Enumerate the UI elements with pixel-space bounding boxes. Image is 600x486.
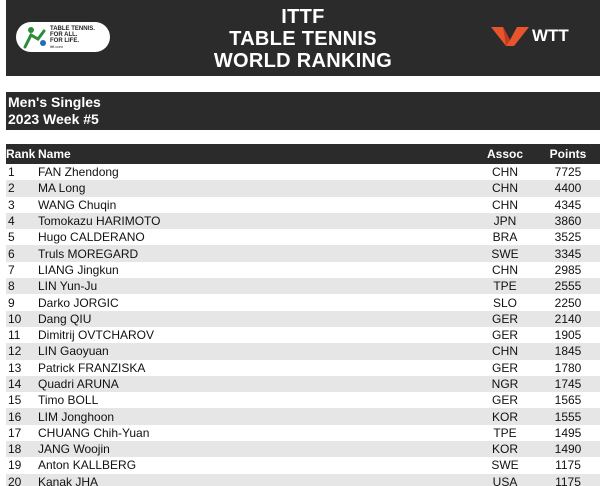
- logo-line-1: TABLE TENNIS.: [50, 26, 95, 32]
- rank-cell: 17: [8, 425, 22, 440]
- rank-cell: 12: [8, 344, 22, 359]
- column-header-assoc: Assoc: [486, 147, 524, 161]
- rank-cell: 8: [8, 279, 15, 294]
- table-row: [6, 474, 600, 486]
- points-cell: 1555: [554, 409, 582, 424]
- table-row: [6, 213, 600, 229]
- assoc-cell: KOR: [491, 409, 518, 424]
- points-cell: 2140: [554, 311, 582, 326]
- table-row: [6, 197, 600, 213]
- points-cell: 1905: [554, 328, 582, 343]
- wtt-logo-icon: [490, 24, 530, 48]
- points-cell: 1175: [555, 474, 581, 486]
- assoc-cell: GER: [491, 328, 518, 343]
- rank-cell: 2: [8, 181, 15, 196]
- rank-cell: 5: [8, 230, 15, 245]
- assoc-cell: CHN: [492, 344, 518, 359]
- rank-cell: 18: [8, 442, 22, 457]
- assoc-cell: USA: [492, 474, 518, 486]
- name-cell: LIANG Jingkun: [38, 262, 119, 277]
- rank-cell: 13: [8, 360, 22, 375]
- table-row: [6, 343, 600, 359]
- rank-cell: 14: [8, 377, 22, 391]
- points-cell: 1495: [554, 425, 582, 440]
- points-cell: 1845: [554, 344, 582, 359]
- assoc-cell: TPE: [493, 425, 517, 440]
- points-cell: 7725: [554, 165, 582, 180]
- table-row: [6, 392, 600, 408]
- table-row: [6, 294, 600, 310]
- logo-line-4: ittf.com: [50, 44, 63, 49]
- table-row: [6, 425, 600, 441]
- rank-cell: 1: [8, 165, 15, 180]
- name-cell: Quadri ARUNA: [38, 377, 119, 391]
- rank-cell: 4: [8, 214, 15, 229]
- title-line-3: WORLD RANKING: [213, 50, 393, 72]
- table-row: [6, 457, 600, 473]
- points-cell: 1490: [554, 442, 582, 457]
- name-cell: Anton KALLBERG: [38, 458, 137, 473]
- table-row: [6, 360, 600, 376]
- points-cell: 1175: [555, 458, 581, 473]
- name-cell: Dang QIU: [38, 311, 92, 326]
- column-header-points: Points: [549, 147, 587, 161]
- name-cell: JANG Woojin: [38, 442, 110, 457]
- assoc-cell: JPN: [493, 214, 517, 229]
- points-cell: 2985: [554, 262, 582, 277]
- table-row: [6, 229, 600, 245]
- title-line-1: ITTF: [281, 6, 325, 28]
- table-row: [6, 327, 600, 343]
- assoc-cell: SLO: [492, 295, 517, 310]
- week-label: 2023 Week #5: [8, 111, 99, 127]
- logo-line-2: FOR ALL.: [50, 32, 78, 38]
- points-cell: 3525: [554, 230, 582, 245]
- rank-cell: 3: [8, 197, 15, 212]
- table-row: [6, 245, 600, 261]
- name-cell: Patrick FRANZISKA: [38, 360, 146, 375]
- name-cell: LIN Yun-Ju: [38, 279, 98, 294]
- table-row: [6, 164, 600, 180]
- name-cell: Darko JORGIC: [38, 295, 119, 310]
- logo-line-3: FOR LIFE.: [50, 38, 79, 44]
- rank-cell: 11: [8, 328, 21, 343]
- ranking-header: [6, 0, 600, 76]
- name-cell: Kanak JHA: [38, 474, 99, 486]
- assoc-cell: NGR: [491, 377, 519, 391]
- wtt-logo: [490, 24, 590, 48]
- points-cell: 1780: [554, 360, 582, 375]
- assoc-cell: CHN: [492, 262, 518, 277]
- assoc-cell: KOR: [491, 442, 518, 457]
- assoc-cell: CHN: [492, 165, 518, 180]
- rank-cell: 10: [8, 311, 22, 326]
- column-header-name: Name: [38, 147, 71, 161]
- rank-cell: 9: [8, 295, 15, 310]
- name-cell: Hugo CALDERANO: [38, 230, 145, 245]
- ranking-subheader: [6, 92, 600, 130]
- points-cell: 2250: [554, 295, 582, 310]
- rank-cell: 16: [8, 409, 22, 424]
- points-cell: 3345: [554, 246, 582, 261]
- name-cell: Truls MOREGARD: [38, 246, 139, 261]
- rank-cell: 19: [8, 458, 22, 473]
- name-cell: FAN Zhendong: [38, 165, 119, 180]
- table-row: [6, 376, 600, 392]
- name-cell: LIN Gaoyuan: [38, 344, 109, 359]
- points-cell: 1565: [554, 393, 582, 408]
- name-cell: LIM Jonghoon: [38, 409, 115, 424]
- points-cell: 4345: [554, 197, 582, 212]
- assoc-cell: CHN: [492, 197, 518, 212]
- table-body: [6, 164, 600, 486]
- assoc-cell: CHN: [492, 181, 518, 196]
- column-header-rank: Rank: [6, 147, 36, 161]
- assoc-cell: SWE: [491, 246, 519, 261]
- ranking-table: [6, 144, 600, 486]
- table-row: [6, 441, 600, 457]
- assoc-cell: GER: [491, 360, 518, 375]
- name-cell: MA Long: [38, 181, 86, 196]
- points-cell: 1745: [554, 377, 582, 391]
- rank-cell: 7: [8, 262, 15, 277]
- name-cell: Tomokazu HARIMOTO: [38, 214, 161, 229]
- rank-cell: 6: [8, 246, 15, 261]
- assoc-cell: SWE: [491, 458, 519, 473]
- name-cell: Timo BOLL: [38, 393, 99, 408]
- assoc-cell: TPE: [493, 279, 517, 294]
- name-cell: WANG Chuqin: [38, 197, 117, 212]
- table-row: [6, 408, 600, 424]
- table-row: [6, 278, 600, 294]
- title-line-2: TABLE TENNIS: [229, 28, 377, 50]
- table-row: [6, 262, 600, 278]
- table-row: [6, 311, 600, 327]
- table-header: [6, 144, 600, 164]
- name-cell: CHUANG Chih-Yuan: [38, 425, 150, 440]
- assoc-cell: GER: [491, 311, 518, 326]
- category-label: Men's Singles: [8, 94, 101, 110]
- name-cell: Dimitrij OVTCHAROV: [38, 328, 154, 343]
- points-cell: 2555: [554, 279, 582, 294]
- assoc-cell: BRA: [492, 230, 518, 245]
- rank-cell: 15: [8, 393, 22, 408]
- points-cell: 4400: [554, 181, 582, 196]
- assoc-cell: GER: [491, 393, 518, 408]
- wtt-logo-text: WTT: [532, 26, 569, 45]
- points-cell: 3860: [554, 214, 582, 229]
- table-row: [6, 180, 600, 196]
- rank-cell: 20: [8, 474, 22, 486]
